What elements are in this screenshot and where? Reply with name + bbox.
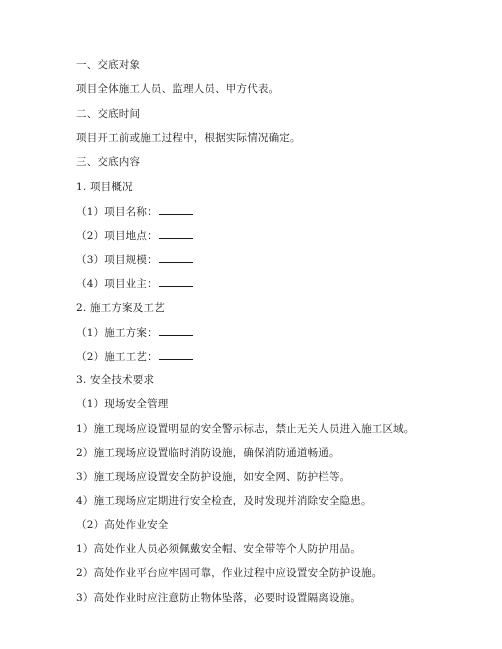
fill-blank xyxy=(159,276,193,287)
section-heading-target: 一、交底对象 xyxy=(76,59,141,71)
fill-blank xyxy=(159,252,193,263)
field-construction-plan xyxy=(76,325,193,340)
fill-blank xyxy=(159,228,193,239)
field-project-owner xyxy=(76,276,193,291)
field-label: （1）施工方案： xyxy=(76,327,158,339)
field-label: （3）项目规模： xyxy=(76,254,158,266)
fill-blank xyxy=(159,349,193,360)
list-item: 2）高处作业平台应牢固可靠，作业过程中应设置安全防护设施。 xyxy=(76,567,383,579)
field-construction-process xyxy=(76,349,193,364)
section-body-target: 项目全体施工人员、监理人员、甲方代表。 xyxy=(76,83,280,95)
section-heading-content: 三、交底内容 xyxy=(76,156,141,168)
field-project-name xyxy=(76,204,193,219)
section-heading-time: 二、交底时间 xyxy=(76,108,141,120)
field-project-scale xyxy=(76,252,193,267)
list-item: 3）高处作业时应注意防止物体坠落，必要时设置隔离设施。 xyxy=(76,592,362,604)
item-title-overview: 1. 项目概况 xyxy=(76,181,133,193)
section-body-time: 项目开工前或施工过程中，根据实际情况确定。 xyxy=(76,132,301,144)
list-item: 4）施工现场应定期进行安全检查，及时发现并消除安全隐患。 xyxy=(76,495,372,507)
field-label: （4）项目业主： xyxy=(76,278,158,290)
field-label: （2）施工工艺： xyxy=(76,351,158,363)
field-label: （1）项目名称： xyxy=(76,206,158,218)
list-item: 1）施工现场应设置明显的安全警示标志，禁止无关人员进入施工区域。 xyxy=(76,423,415,435)
item-title-safety: 3. 安全技术要求 xyxy=(76,374,155,386)
fill-blank xyxy=(159,325,193,336)
subsection-title-site-safety: （1）现场安全管理 xyxy=(76,398,169,410)
list-item: 2）施工现场应设置临时消防设施，确保消防通道畅通。 xyxy=(76,447,340,459)
list-item: 3）施工现场应设置安全防护设施，如安全网、防护栏等。 xyxy=(76,471,351,483)
field-project-location xyxy=(76,228,193,243)
list-item: 1）高处作业人员必须佩戴安全帽、安全带等个人防护用品。 xyxy=(76,543,362,555)
field-label: （2）项目地点： xyxy=(76,230,158,242)
item-title-plan: 2. 施工方案及工艺 xyxy=(76,302,165,314)
subsection-title-height-work: （2）高处作业安全 xyxy=(76,519,169,531)
fill-blank xyxy=(159,204,193,215)
